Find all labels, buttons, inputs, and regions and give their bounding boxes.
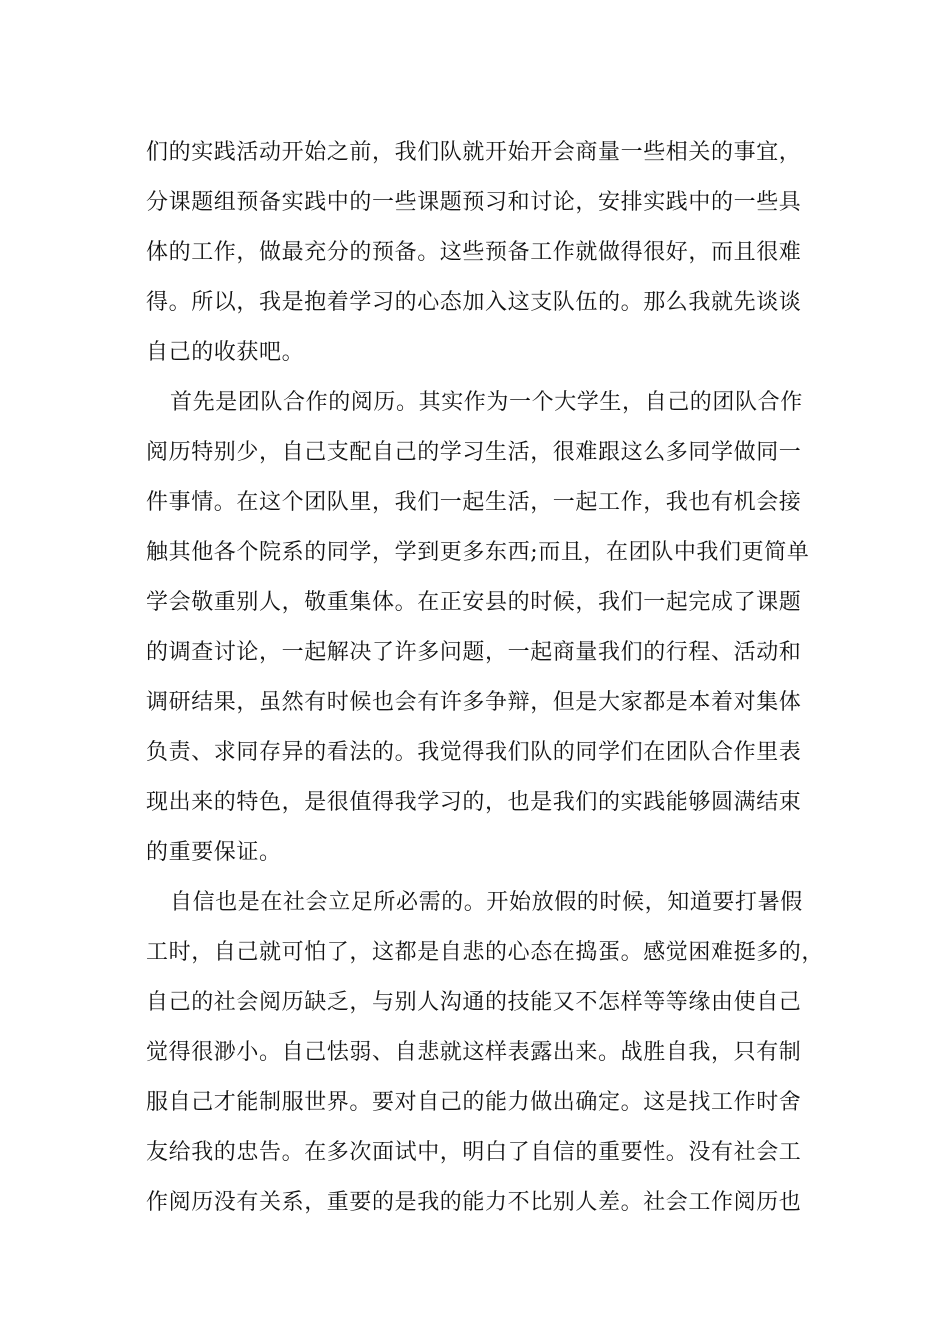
text-line: 首先是团队合作的阅历。其实作为一个大学生，自己的团队合作 xyxy=(170,390,803,415)
text-line: 工时，自己就可怕了，这都是自悲的心态在捣蛋。感觉困难挺多的， xyxy=(146,940,825,965)
document-body xyxy=(146,128,826,1228)
text-line: 作阅历没有关系，重要的是我的能力不比别人差。社会工作阅历也 xyxy=(146,1190,802,1215)
text-line: 学会敬重别人，敬重集体。在正安县的时候，我们一起完成了课题 xyxy=(146,590,802,615)
text-line: 觉得很渺小。自己怯弱、自悲就这样表露出来。战胜自我，只有制 xyxy=(146,1040,802,1065)
text-line: 现出来的特色，是很值得我学习的，也是我们的实践能够圆满结束 xyxy=(146,790,802,815)
text-line: 阅历特别少，自己支配自己的学习生活，很难跟这么多同学做同一 xyxy=(146,440,802,465)
text-line: 自己的社会阅历缺乏，与别人沟通的技能又不怎样等等缘由使自己 xyxy=(146,990,802,1015)
text-line: 自信也是在社会立足所必需的。开始放假的时候，知道要打暑假 xyxy=(170,890,803,915)
text-line: 体的工作，做最充分的预备。这些预备工作就做得很好，而且很难 xyxy=(146,240,802,265)
text-line: 负责、求同存异的看法的。我觉得我们队的同学们在团队合作里表 xyxy=(146,740,802,765)
text-line: 件事情。在这个团队里，我们一起生活，一起工作，我也有机会接 xyxy=(146,490,802,515)
text-line: 触其他各个院系的同学，学到更多东西;而且，在团队中我们更简单 xyxy=(146,540,810,565)
text-line: 调研结果，虽然有时候也会有许多争辩，但是大家都是本着对集体 xyxy=(146,690,802,715)
text-line: 得。所以，我是抱着学习的心态加入这支队伍的。那么我就先谈谈 xyxy=(146,290,802,315)
text-line: 分课题组预备实践中的一些课题预习和讨论，安排实践中的一些具 xyxy=(146,190,802,215)
text-line: 自己的收获吧。 xyxy=(146,340,305,365)
text-line: 的调查讨论，一起解决了许多问题，一起商量我们的行程、活动和 xyxy=(146,640,802,665)
text-line: 们的实践活动开始之前，我们队就开始开会商量一些相关的事宜， xyxy=(146,140,802,165)
text-line: 友给我的忠告。在多次面试中，明白了自信的重要性。没有社会工 xyxy=(146,1140,802,1165)
text-line: 服自己才能制服世界。要对自己的能力做出确定。这是找工作时舍 xyxy=(146,1090,802,1115)
text-line: 的重要保证。 xyxy=(146,840,282,865)
